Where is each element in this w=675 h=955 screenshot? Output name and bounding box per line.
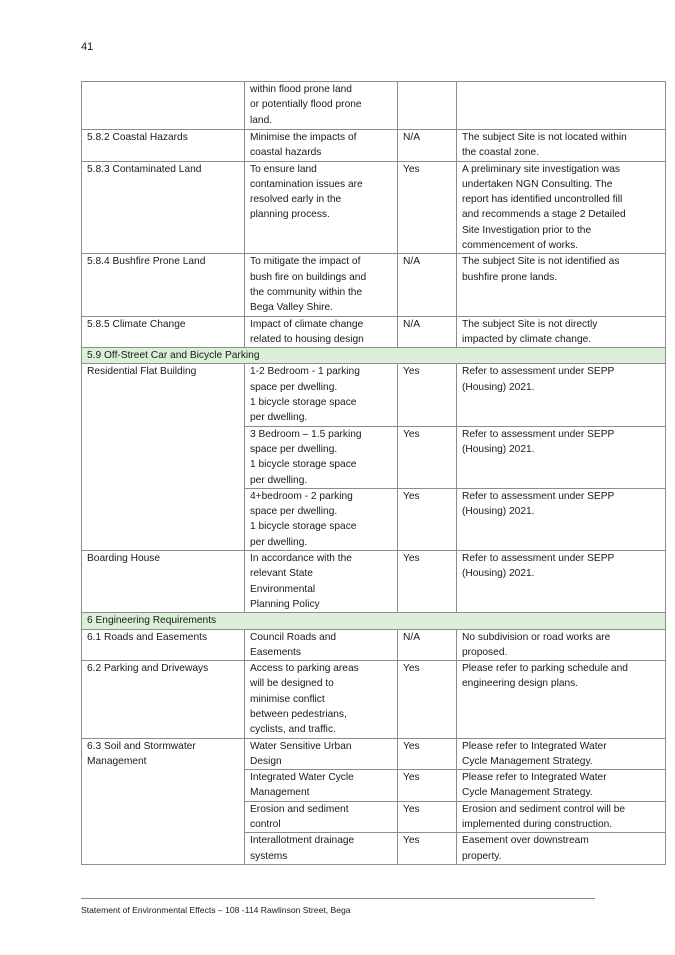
requirement-cell: Impact of climate change related to housing design [245,316,398,348]
section-cell: Boarding House [82,551,245,613]
comment-cell: Refer to assessment under SEPP (Housing) 2021. [457,551,666,613]
requirement-cell: In accordance with the relevant State Environmental Planning Policy [245,551,398,613]
table-row [82,551,666,613]
compliance-cell: Yes [398,738,457,770]
table-row [82,82,666,130]
requirement-cell: 3 Bedroom – 1.5 parking space per dwelling. 1 bicycle storage space per dwelling. [245,426,398,488]
comment-cell: A preliminary site investigation was undertaken NGN Consulting. The report has identified uncontrolled fill and recommends a stage 2 Detailed Site Investigation prior to the commencement of works. [457,161,666,254]
comment-cell [457,82,666,130]
section-header-row [82,348,666,364]
table-row [82,316,666,348]
comment-cell: The subject Site is not directly impacted by climate change. [457,316,666,348]
compliance-cell: Yes [398,801,457,833]
section-cell [82,82,245,130]
requirements-table [81,81,666,865]
requirement-cell: Interallotment drainage systems [245,833,398,865]
section-cell: 6.2 Parking and Driveways [82,661,245,738]
requirement-cell: To mitigate the impact of bush fire on buildings and the community within the Bega Valley Shire. [245,254,398,316]
section-cell: Residential Flat Building [82,364,245,551]
table-row [82,161,666,254]
compliance-cell: Yes [398,770,457,802]
compliance-cell: Yes [398,364,457,426]
compliance-cell: Yes [398,551,457,613]
section-cell: 5.8.2 Coastal Hazards [82,130,245,162]
compliance-cell: N/A [398,316,457,348]
compliance-cell: N/A [398,629,457,661]
section-header-row [82,613,666,629]
requirement-cell: Integrated Water Cycle Management [245,770,398,802]
comment-cell: No subdivision or road works are proposed. [457,629,666,661]
requirement-cell: Minimise the impacts of coastal hazards [245,130,398,162]
comment-cell: Erosion and sediment control will be implemented during construction. [457,801,666,833]
requirement-cell: Council Roads and Easements [245,629,398,661]
comment-cell: Please refer to Integrated Water Cycle Management Strategy. [457,770,666,802]
table-row [82,738,666,770]
requirement-cell: Erosion and sediment control [245,801,398,833]
footer-text: Statement of Environmental Effects – 108 -114 Rawlinson Street, Bega [81,905,351,915]
section-cell: 5.8.4 Bushfire Prone Land [82,254,245,316]
comment-cell: The subject Site is not identified as bushfire prone lands. [457,254,666,316]
compliance-cell: Yes [398,161,457,254]
section-cell: 6.1 Roads and Easements [82,629,245,661]
compliance-cell: N/A [398,130,457,162]
table-row [82,629,666,661]
section-cell: 5.8.5 Climate Change [82,316,245,348]
table-row [82,364,666,426]
comment-cell: The subject Site is not located within the coastal zone. [457,130,666,162]
compliance-cell: Yes [398,661,457,738]
comment-cell: Refer to assessment under SEPP (Housing) 2021. [457,426,666,488]
comment-cell: Please refer to Integrated Water Cycle Management Strategy. [457,738,666,770]
compliance-cell: Yes [398,426,457,488]
section-cell: 6.3 Soil and Stormwater Management [82,738,245,864]
section-title: 6 Engineering Requirements [82,613,666,629]
requirement-cell: Water Sensitive Urban Design [245,738,398,770]
compliance-cell: N/A [398,254,457,316]
comment-cell: Easement over downstream property. [457,833,666,865]
requirement-cell: To ensure land contamination issues are resolved early in the planning process. [245,161,398,254]
compliance-cell: Yes [398,488,457,550]
page-number: 41 [81,41,94,53]
requirement-cell: within flood prone land or potentially flood prone land. [245,82,398,130]
compliance-cell [398,82,457,130]
table-row [82,254,666,316]
compliance-cell: Yes [398,833,457,865]
table-row [82,661,666,738]
section-title: 5.9 Off-Street Car and Bicycle Parking [82,348,666,364]
comment-cell: Refer to assessment under SEPP (Housing) 2021. [457,364,666,426]
comment-cell: Refer to assessment under SEPP (Housing) 2021. [457,488,666,550]
footer-divider [81,898,595,899]
section-cell: 5.8.3 Contaminated Land [82,161,245,254]
comment-cell: Please refer to parking schedule and engineering design plans. [457,661,666,738]
requirement-cell: Access to parking areas will be designed to minimise conflict between pedestrians, cyclists, and traffic. [245,661,398,738]
requirement-cell: 4+bedroom - 2 parking space per dwelling. 1 bicycle storage space per dwelling. [245,488,398,550]
table-row [82,130,666,162]
requirement-cell: 1-2 Bedroom - 1 parking space per dwelling. 1 bicycle storage space per dwelling. [245,364,398,426]
